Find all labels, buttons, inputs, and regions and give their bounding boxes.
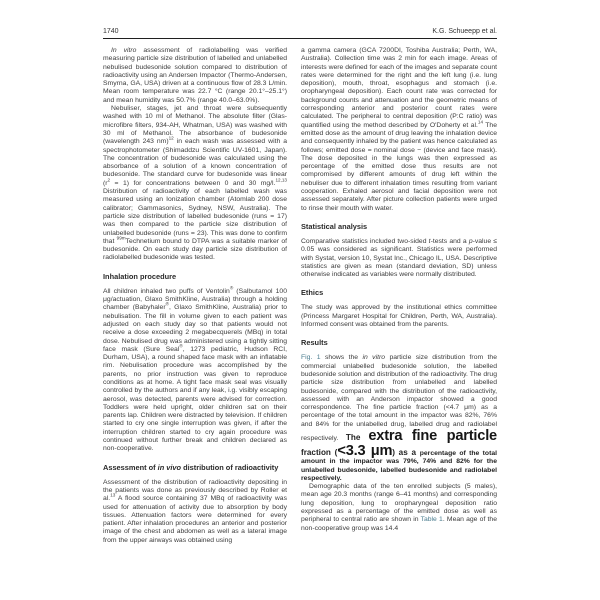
text-run: ®	[179, 343, 183, 349]
paragraph-in-vitro-assessment	[103, 47, 287, 105]
text-run: 12,13	[275, 177, 287, 183]
text-run: = 1) for concentrations between 0 and 30 mg/l.	[110, 179, 276, 187]
paragraph-ethics: The study was approved by the institutional ethics committee (Princess Margaret Hospital for Children, Perth, WA, Australia). Informed consent was obtained from the parents.	[301, 304, 497, 329]
text-run: Assessment of	[103, 462, 158, 472]
text-run: assessment of radiolabelling was verified measuring particle size distribution of labelled and unlabelled nebulised budesonide solution compared to distribution of radioactivity using an Andersen Impactor (Thermo-Andersen, Smyrna, GA, USA) driven at a continuous flow of 28.3 L/min. Mean room temperature was 22.7 °C (range 20.1°–25.1°) and mean humidity was 50.7% (range 40.0–63.0%).	[103, 47, 287, 104]
left-column	[103, 47, 287, 545]
text-run: 14	[477, 119, 484, 125]
text-run: distribution of radioactivity	[181, 462, 279, 472]
text-run: -tests and a	[430, 237, 469, 245]
section-heading-ethics: Ethics	[301, 288, 324, 298]
text-run: p	[468, 237, 473, 245]
text-run: The	[345, 432, 369, 442]
text-run: (Salbutamol 100 μg/actuation, Glaxo SmithKline, Australia) through a holding chamber (Babyhaler	[103, 287, 287, 312]
cross-reference-link[interactable]: Table 1	[420, 516, 443, 524]
text-run: in vitro	[362, 354, 386, 362]
paragraph-nebuliser-wash	[103, 105, 287, 263]
paragraph-results-particle-size	[301, 354, 497, 483]
text-run: All children inhaled two puffs of Ventolin	[103, 287, 230, 295]
text-run: -value ≤ 0.05 was considered as significant. Statistics were performed with Systat, version 10, Systat Inc., Chicago IL, USA. Descriptive statistics are given as mean (standard deviation, SD) unless otherwise indicated as variables were normally distributed.	[301, 237, 498, 279]
text-run: Distribution of radioactivity of each labelled wash was measured using an Ionization chamber (Atomlab 200 dose calibrator; Gammasonics, Sydney, NSW, Australia). The particle size distribution of labelled budesonide (runs = 17) was then compared to the particle size distribution of unlabelled budesonide (runs = 23). This was done to confirm that	[103, 188, 287, 245]
paragraph-inhalation-procedure	[103, 285, 288, 454]
text-run: , Glaxo SmithKline, Australia) prior to nebulisation. The fill in volume given to each patient was adjusted on each study day so that patients would not receive a dose exceeding 2 megabecquerels (MBq) in total dose. Nebulised drug was administered using a tightly sitting face mask (Sure Seal	[103, 304, 288, 353]
right-column	[301, 47, 497, 545]
text-run: Assessment of the distribution of radioactivity depositing in the patients was done as previously described by Roller et al.	[103, 478, 287, 503]
text-run: , 1273 pediatric, Hudson RCI, Durham, USA), a round shaped face mask with an inflatable rim. Nebulisation procedure was accomplished by the parents, no prior instruction was given to reproduce conditions as at home. A tight face mask seal was visually controlled by the authors and if any leak, i.g. visibly escaping aerosol, was detected, parents were advised for correction. Toddlers were held upright, older children sat on their parents lap. Children were distracted by television. If children started to cry one single interruption was given, if after the interruption children started to cry again procedure was continued without further break and children declared as non-cooperative.	[103, 345, 287, 453]
text-run: percentage of the total amount in the impactor was 79%, 74% and 82% for the unlabelled budesonide, labelled budesonide and radiolabel respectively.	[301, 449, 498, 482]
text-run: a gamma camera (GCA 7200DI, Toshiba Australia; Perth, WA, Australia). Collection time was 2 min for each image. Areas of interests were defined for each of the images and separate count rates were determined for the right and the left lung (i.e. lung deposition), mouth, throat, esophagus and stomach (i.e. oropharyngeal deposition). Each count rate was corrected for background counts and attenuation and the geometric means of corresponding anterior and posterior count rates were calculated. The peripheral to central deposition (P:C ratio) was quantified using the method described by O'Doherty et al.	[301, 47, 497, 129]
text-run: In vitro	[111, 47, 137, 54]
paragraph-demographics	[301, 483, 497, 533]
text-run: t	[428, 237, 431, 245]
section-heading-inhalation-procedure: Inhalation procedure	[103, 271, 177, 281]
section-heading-statistical-analysis: Statistical analysis	[301, 221, 368, 231]
text-run: 99m	[116, 235, 126, 241]
text-run: in each wash was assessed with a spectrophotometer (Shimaddzu Scientific UV-1601, Japan). The concentration of budesonide was calculated using the absorbance of a solution of a known concentration of budesonide. The standard curve for budesonide was linear (r	[103, 138, 287, 187]
text-run: <3.3 μm	[337, 442, 393, 459]
paragraph-statistics	[301, 238, 497, 279]
page-number: 1740	[103, 28, 119, 35]
cross-reference-link[interactable]: Fig. 1	[301, 354, 321, 362]
text-run: shows the	[320, 354, 363, 362]
text-run: The emitted dose as the amount of drug leaving the inhalation device and consequently inhaled by the patient was hence calculated as follows; emitted dose = nominal dose − (device and face mask). The dose deposited in the lungs was then expressed as percentage of the emitted dose thus results are not compromised by different amounts of drug left within the nebuliser due to different inhalation times resulting from variant cooperation. Exhaled aerosol and facial deposition were not assessed separately. After picture collection patients were urged to rinse their mouth with water.	[301, 121, 497, 212]
text-run: ®	[165, 302, 169, 308]
section-heading-in-vivo-distribution	[103, 463, 287, 472]
section-heading-results: Results	[301, 338, 328, 348]
text-run: Comparative statistics included two-sided	[301, 237, 429, 245]
text-run: Nebuliser, stages, jet and throat were subsequently washed with 10 ml of Methanol. The absolute filter (Glas-microfibre filters, 934-AH, Whatman, USA) was washed with 30 ml of Methanol. The absorbance of budesonide (wavelength 243 nm)	[103, 105, 287, 146]
text-run: in vivo	[157, 462, 182, 472]
text-run: 12	[168, 136, 174, 141]
text-run: 13	[110, 492, 116, 498]
text-run: A flood source containing 37 MBq of radioactivity was used for attenuation of activity due to absorption by body tissues. Attenuation factors were determined for every patient. After inhalation procedures an anterior and posterior image of the chest and abdomen as well as a lateral image from the upper airways was obtained using	[103, 495, 287, 544]
text-run: extra fine particle	[368, 427, 497, 444]
two-column-body	[103, 47, 497, 545]
text-run: . Mean age of the non-cooperative group was 14.4	[301, 516, 497, 532]
text-run: Technetium bound to DTPA was a suitable marker of budesonide. On each study day particle size distribution of radiolabelled budesonide was tested.	[103, 237, 287, 262]
text-run: ) as a	[392, 447, 420, 457]
paragraph-in-vivo-assessment	[103, 479, 287, 545]
text-run: particle size distribution from the commercial unlabelled budesonide solution, the labelled budesonide solution and distribution of the radioactivity. The drug particle size distribution from unlabelled and labelled budesonide, compared with the distribution of the radioactivity, assessed with an Anderson impactor showed a good correspondence. The fine particle fraction (<4.7 μm) as a percentage of the total amount in the impactor was 82%, 76% and 84% for the unlabelled drug, labelled drug and radiolabel respectively.	[301, 354, 497, 442]
page-header	[103, 28, 497, 39]
text-run: fraction (	[301, 447, 338, 457]
text-run: ®	[229, 285, 234, 291]
running-head: K.G. Schueepp et al.	[432, 28, 497, 35]
paragraph-gamma-camera	[301, 47, 497, 213]
text-run: 2	[107, 177, 111, 183]
text-run: Demographic data of the ten enrolled subjects (5 males), mean age 20.3 months (range 6–41 months) and corresponding lung deposition, lung to oropharyngeal deposition ratio expressed as a percentage of the emitted dose as well as peripheral to central ratio are shown in	[301, 483, 497, 524]
